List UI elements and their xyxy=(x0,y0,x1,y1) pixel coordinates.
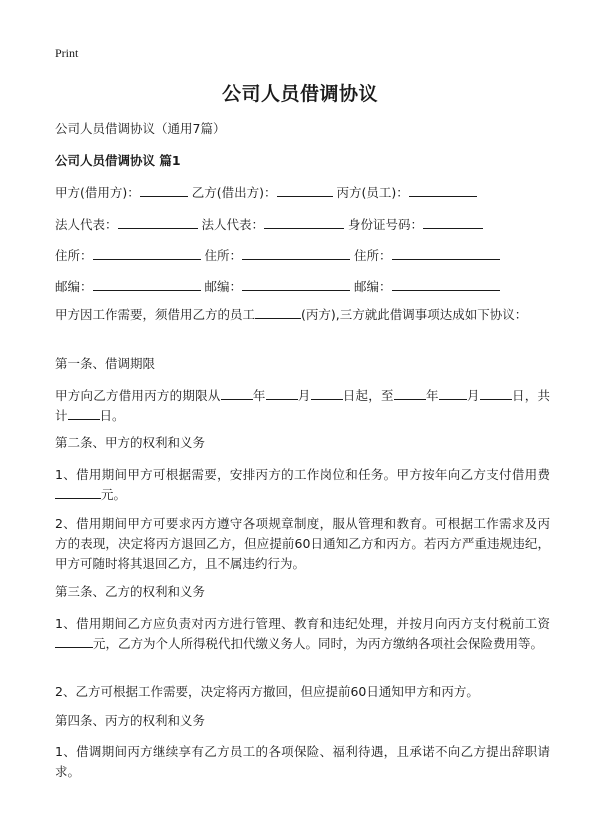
end-month-blank xyxy=(439,387,467,400)
art1-year1: 年 xyxy=(252,388,266,403)
intro-text-a: 甲方因工作需要，须借用乙方的员工 xyxy=(55,307,256,322)
article-1-title: 第一条、借调期限 xyxy=(55,356,156,371)
art1-month2: 月 xyxy=(466,388,480,403)
document-subtitle: 公司人员借调协议（通用7篇） xyxy=(55,121,226,136)
party-b-address-blank xyxy=(242,246,350,260)
party-c-address-blank xyxy=(392,246,500,260)
article-2-paragraph-1 xyxy=(55,465,550,505)
party-c-id-blank xyxy=(423,215,483,229)
article-2-title: 第二条、甲方的权利和义务 xyxy=(55,435,206,450)
end-year-blank xyxy=(394,387,426,400)
party-c-label: 丙方(员工)： xyxy=(336,185,409,200)
art1-day1: 日起，至 xyxy=(342,388,394,403)
salary-blank xyxy=(55,635,93,648)
art1-month1: 月 xyxy=(297,388,311,403)
party-a-postcode-label: 邮编： xyxy=(55,279,93,294)
party-a-rep-label: 法人代表： xyxy=(55,217,118,232)
art1-days: 日。 xyxy=(99,408,125,423)
print-link[interactable]: Print xyxy=(55,46,79,60)
party-b-postcode-blank xyxy=(242,277,350,291)
art3-p1-text-a: 1、借用期间乙方应负责对丙方进行管理、教育和违纪处理，并按月向丙方支付税前工资 xyxy=(55,616,550,631)
article-4-paragraph-1: 1、借调期间丙方继续享有乙方员工的各项保险、福利待遇，且承诺不向乙方提出辞职请求。 xyxy=(55,744,550,779)
party-b-rep-blank xyxy=(264,215,344,229)
party-a-rep-blank xyxy=(118,215,198,229)
party-b-rep-label: 法人代表： xyxy=(201,217,265,232)
party-c-id-label: 身份证号码： xyxy=(348,217,424,232)
party-b-blank xyxy=(277,183,333,197)
party-a-address-blank xyxy=(93,246,201,260)
party-c-address-label: 住所： xyxy=(354,248,392,263)
party-a-label: 甲方(借用方)： xyxy=(55,185,140,200)
party-name-row xyxy=(55,183,481,201)
article-4-title: 第四条、丙方的权利和义务 xyxy=(55,713,206,728)
party-c-postcode-blank xyxy=(392,277,500,291)
article-2-paragraph-2: 2、借用期间甲方可要求丙方遵守各项规章制度，服从管理和教育。可根据工作需求及丙方的表现，决定将丙方退回乙方，但应提前60日通知乙方和丙方。若丙方严重违规违纪，甲方可随时将其退回乙方，且不属违约行为。 xyxy=(55,516,550,571)
employee-blank xyxy=(255,306,301,319)
article-3-title: 第三条、乙方的权利和义务 xyxy=(55,584,206,599)
art2-p1-text-a: 1、借用期间甲方可根据需要，安排丙方的工作岗位和任务。甲方按年向乙方支付借用费 xyxy=(55,467,550,482)
party-a-postcode-blank xyxy=(93,277,201,291)
party-b-address-label: 住所： xyxy=(204,248,243,263)
start-year-blank xyxy=(221,387,253,400)
article-1-paragraph xyxy=(55,386,550,426)
article-3-paragraph-2: 2、乙方可根据工作需要，决定将丙方撤回，但应提前60日通知甲方和丙方。 xyxy=(55,684,479,699)
end-day-blank xyxy=(480,387,512,400)
party-c-blank xyxy=(409,183,477,197)
party-a-address-label: 住所： xyxy=(55,248,93,263)
total-days-blank xyxy=(68,407,100,420)
intro-paragraph xyxy=(55,305,550,325)
art3-p1-text-b: 元，乙方为个人所得税代扣代缴义务人。同时，为丙方缴纳各项社会保险费用等。 xyxy=(93,636,544,651)
art1-text-a: 甲方向乙方借用丙方的期限从 xyxy=(55,388,221,403)
party-c-postcode-label: 邮编： xyxy=(354,279,392,294)
art2-p1-text-b: 元。 xyxy=(101,487,127,502)
borrow-fee-blank xyxy=(55,486,101,499)
party-b-label: 乙方(借出方)： xyxy=(191,185,277,200)
start-month-blank xyxy=(266,387,298,400)
art1-day2: 日，共计 xyxy=(55,388,550,423)
intro-text-b: (丙方),三方就此借调事项达成如下协议： xyxy=(301,307,528,322)
art1-year2: 年 xyxy=(425,388,439,403)
start-day-blank xyxy=(311,387,343,400)
party-a-blank xyxy=(140,183,188,197)
address-row xyxy=(55,246,504,264)
article-3-paragraph-1 xyxy=(55,614,550,654)
section-heading: 公司人员借调协议 篇1 xyxy=(55,153,181,168)
postcode-row xyxy=(55,277,504,295)
party-b-postcode-label: 邮编： xyxy=(204,279,243,294)
representative-row xyxy=(55,215,487,233)
document-title: 公司人员借调协议 xyxy=(221,83,378,105)
